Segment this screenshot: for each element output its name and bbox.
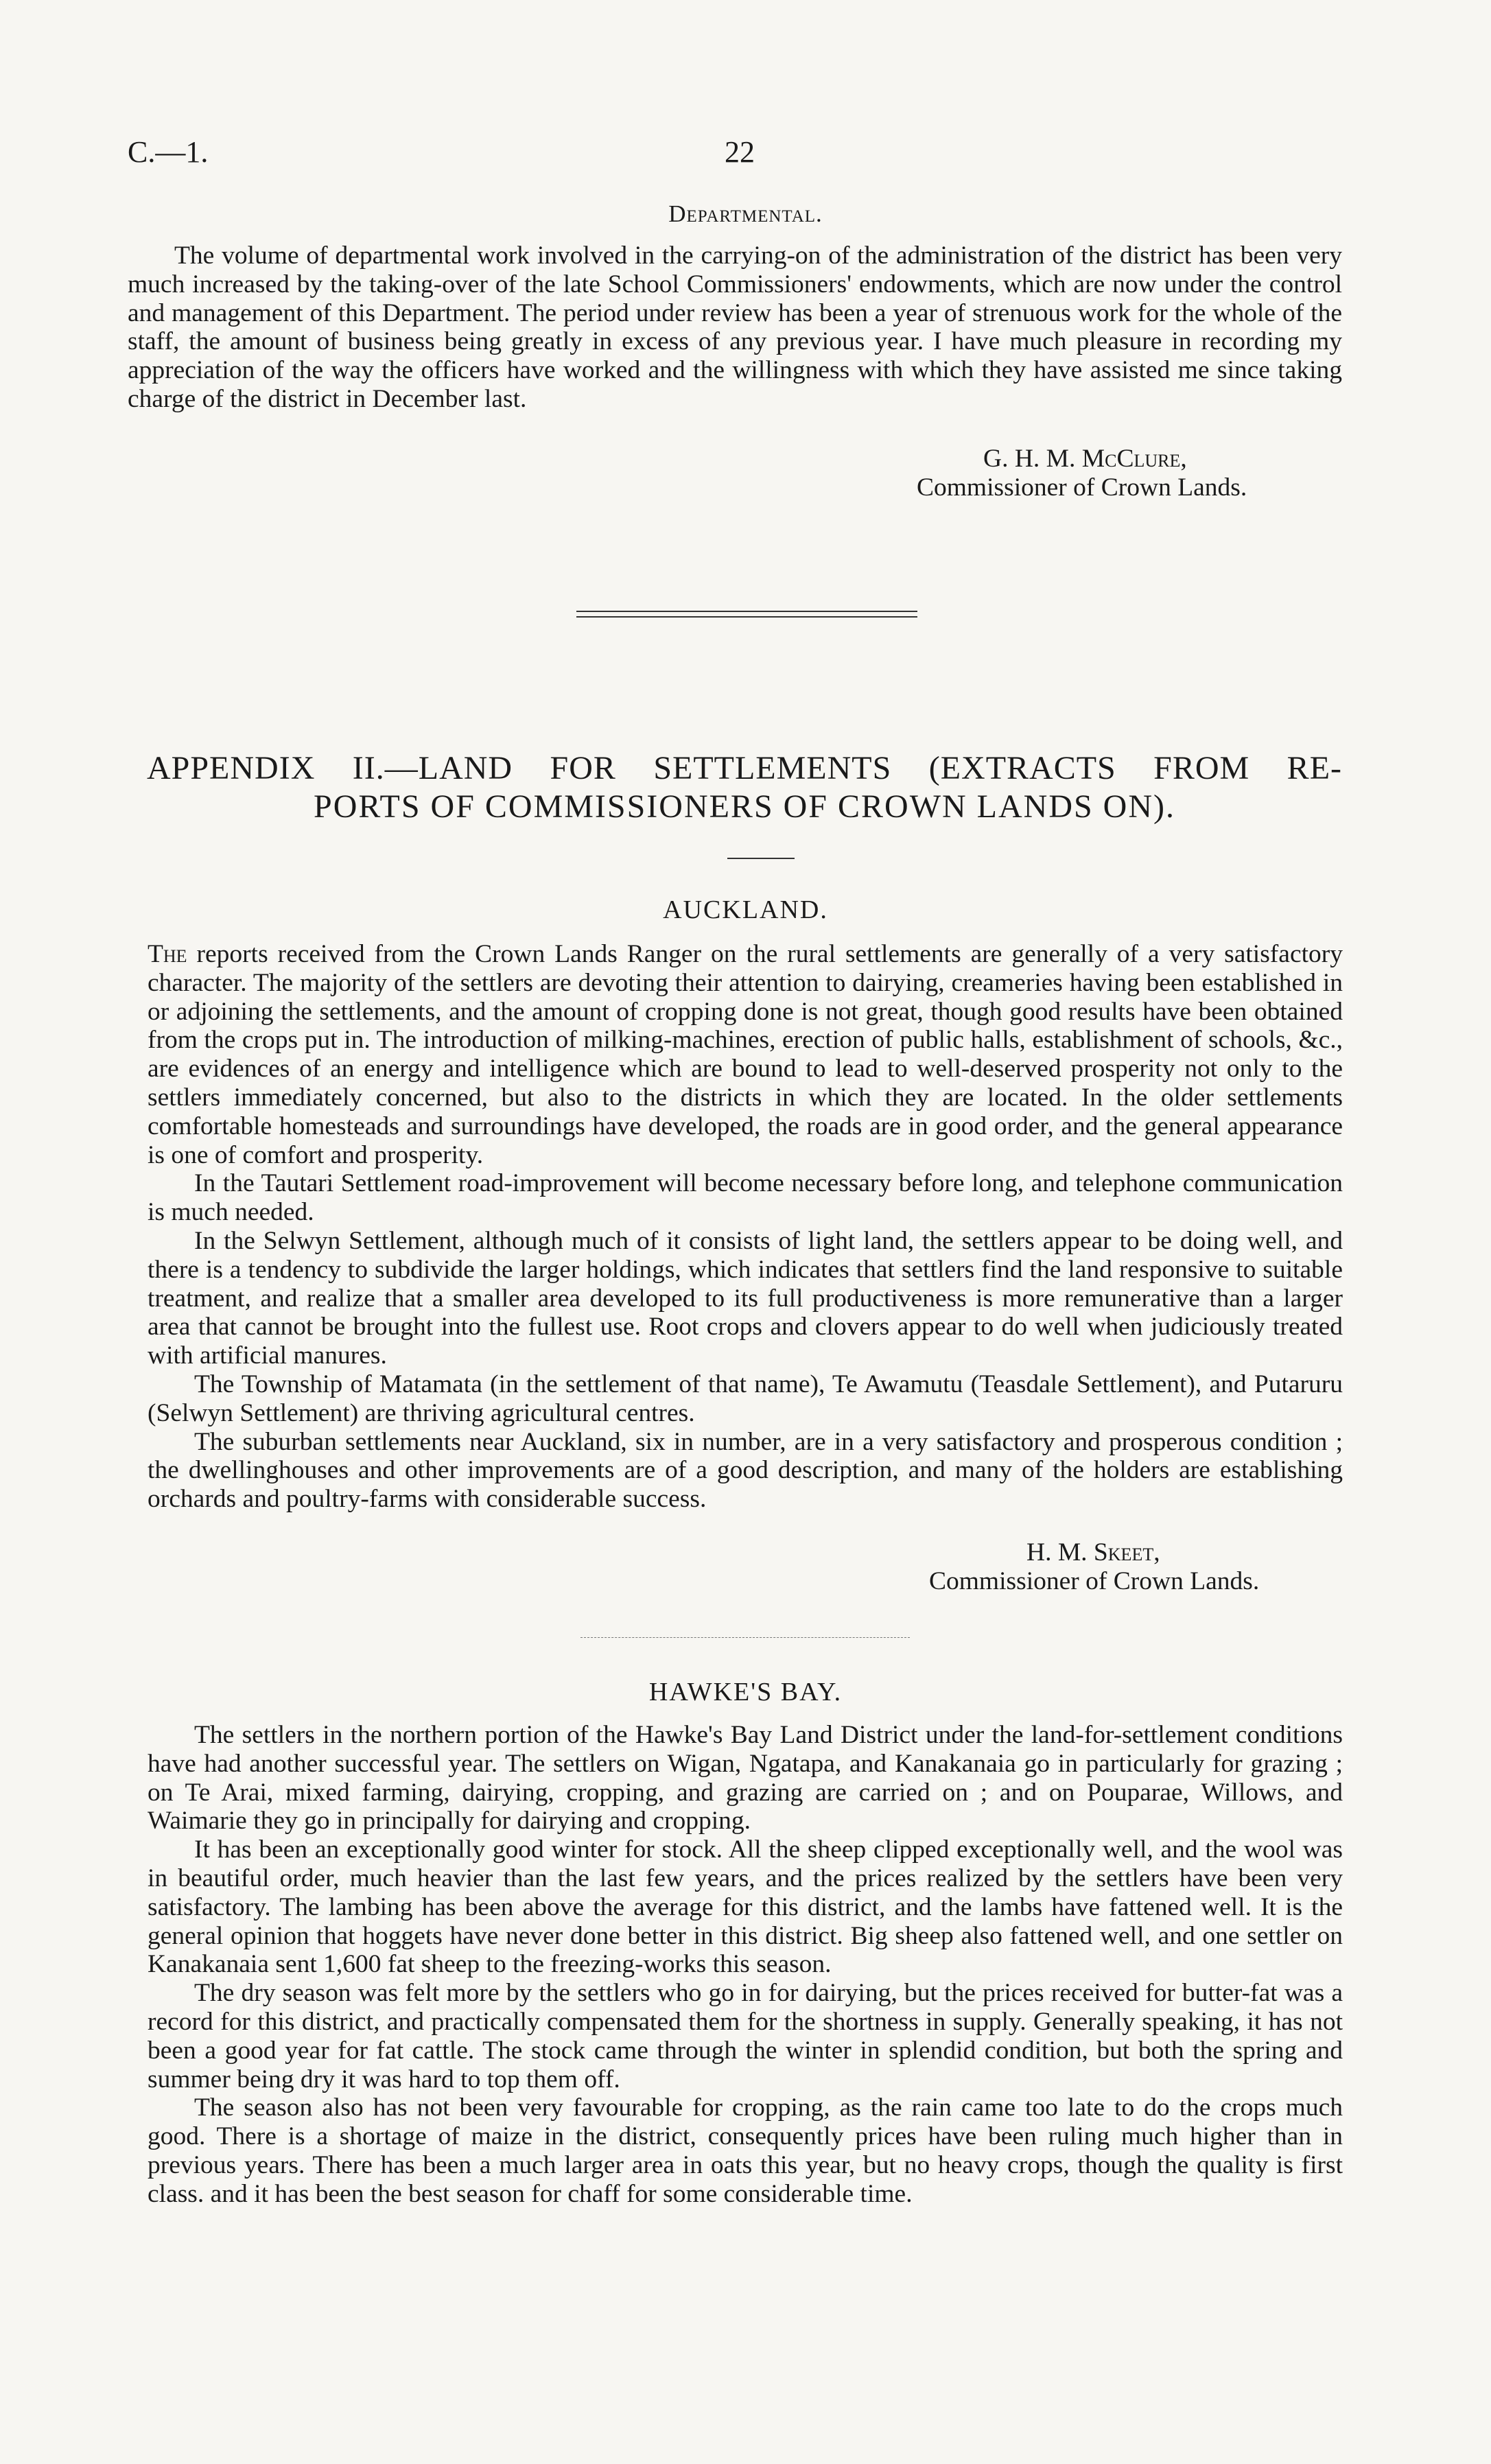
hawkes-bay-paragraph-2: It has been an exceptionally good winter for stock. All the sheep clipped exceptionally well, and the wool was in beautiful order, much heavier than the last few years, and the prices realized by the settlers have been very satisfactory. The lambing has been above the average for this district, and the lambs have fattened well. It is the general opinion that hoggets have never done better in this district. Big sheep also fattened well, and one settler on Kanakanaia sent 1,600 fat sheep to the freezing-works this season. <box>148 1835 1343 1979</box>
departmental-signatory-name: G. H. M. McClure, <box>983 445 1187 473</box>
auckland-paragraph-2: In the Tautari Settlement road-improvement will become necessary before long, and telephone communication is much needed. <box>148 1169 1343 1227</box>
hawkes-bay-paragraph-4: The season also has not been very favourable for cropping, as the rain came too late to do the crops much good. There is a shortage of maize in the district, consequently prices have been ruling much higher than in previous years. There has been a much larger area in oats this year, but no heavy crops, though the quality is first class. and it has been the best season for chaff for some considerable time. <box>148 2093 1343 2208</box>
section-divider-2 <box>580 1637 910 1638</box>
page-number: 22 <box>725 135 755 169</box>
hawkes-bay-paragraph-1: The settlers in the northern portion of the Hawke's Bay Land District under the land-for-settlement conditions have had another successful year. The settlers on Wigan, Ngatapa, and Kanakanaia go in particularly for grazing ; on Te Arai, mixed farming, dairying, cropping, and grazing are carried on ; and on Pouparae, Willows, and Waimarie they go in principally for dairying and cropping. <box>148 1721 1343 1835</box>
hawkes-bay-paragraph-3: The dry season was felt more by the settlers who go in for dairying, but the prices received for butter-fat was a record for this district, and practically compensated them for the shortness in supply. Generally speaking, it has not been a good year for fat cattle. The stock came through the winter in splendid condition, but both the spring and summer being dry it was hard to top them off. <box>148 1979 1343 2093</box>
document-ref: C.—1. <box>128 135 209 169</box>
departmental-paragraph: The volume of departmental work involved in the carrying-on of the administration of the district has been very much increased by the taking-over of the late School Commissioners' endowments, which are now under the control and management of this Department. The period under review has been a year of strenuous work for the whole of the staff, the amount of business being greatly in excess of any previous year. I have much pleasure in recording my appreciation of the way the officers have worked and the willingness with which they have assisted me since taking charge of the district in December last. <box>128 242 1342 413</box>
appendix-title-line2: PORTS OF COMMISSIONERS OF CROWN LANDS ON). <box>314 788 1175 825</box>
lead-word: The <box>148 940 187 968</box>
auckland-signatory-title: Commissioner of Crown Lands. <box>929 1567 1260 1595</box>
auckland-signatory-name: H. M. Skeet, <box>1026 1538 1160 1567</box>
auckland-paragraph-5: The suburban settlements near Auckland, six in number, are in a very satisfactory and prosperous condition ; the dwellinghouses and other improvements are of a good description, and many of the holders are establishing orchards and poultry-farms with considerable success. <box>148 1427 1343 1514</box>
short-divider <box>727 858 795 859</box>
departmental-section <box>128 242 1342 414</box>
auckland-paragraph-4: The Township of Matamata (in the settlement of that name), Te Awamutu (Teasdale Settlement), and Putaruru (Selwyn Settlement) are thriving agricultural centres. <box>148 1370 1343 1427</box>
auckland-heading: AUCKLAND. <box>663 895 828 924</box>
auckland-paragraph-1: The reports received from the Crown Lands Ranger on the rural settlements are generally of a very satisfactory character. The majority of the settlers are devoting their attention to dairying, creameries having been established in or adjoining the settlements, and the amount of cropping done is not great, though good results have been obtained from the crops put in. The introduction of milking-machines, erection of public halls, establishment of schools, &c., are evidences of an energy and intelligence which are bound to lead to well-deserved prosperity not only to the settlers immediately concerned, but also to the districts in which they are located. In the older settlements comfortable homesteads and surroundings have developed, the roads are in good order, and the general appearance is one of comfort and prosperity. <box>148 940 1343 1169</box>
auckland-section <box>148 940 1343 1514</box>
appendix-title <box>147 749 1342 826</box>
departmental-signatory-title: Commissioner of Crown Lands. <box>917 473 1247 502</box>
hawkes-bay-section <box>148 1721 1343 2209</box>
hawkes-bay-heading: HAWKE'S BAY. <box>648 1678 843 1706</box>
departmental-heading: Departmental. <box>668 200 823 227</box>
auckland-paragraph-3: In the Selwyn Settlement, although much of it consists of light land, the settlers appear to be doing well, and there is a tendency to subdivide the larger holdings, which indicates that settlers find the land responsive to suitable treatment, and realize that a smaller area developed to its full productiveness is more remunerative than a larger area that cannot be brought into the fullest use. Root crops and clovers appear to do well when judiciously treated with artificial manures. <box>148 1226 1343 1370</box>
appendix-title-line1: APPENDIX II.—LAND FOR SETTLEMENTS (EXTRACTS FROM RE- <box>147 750 1342 786</box>
